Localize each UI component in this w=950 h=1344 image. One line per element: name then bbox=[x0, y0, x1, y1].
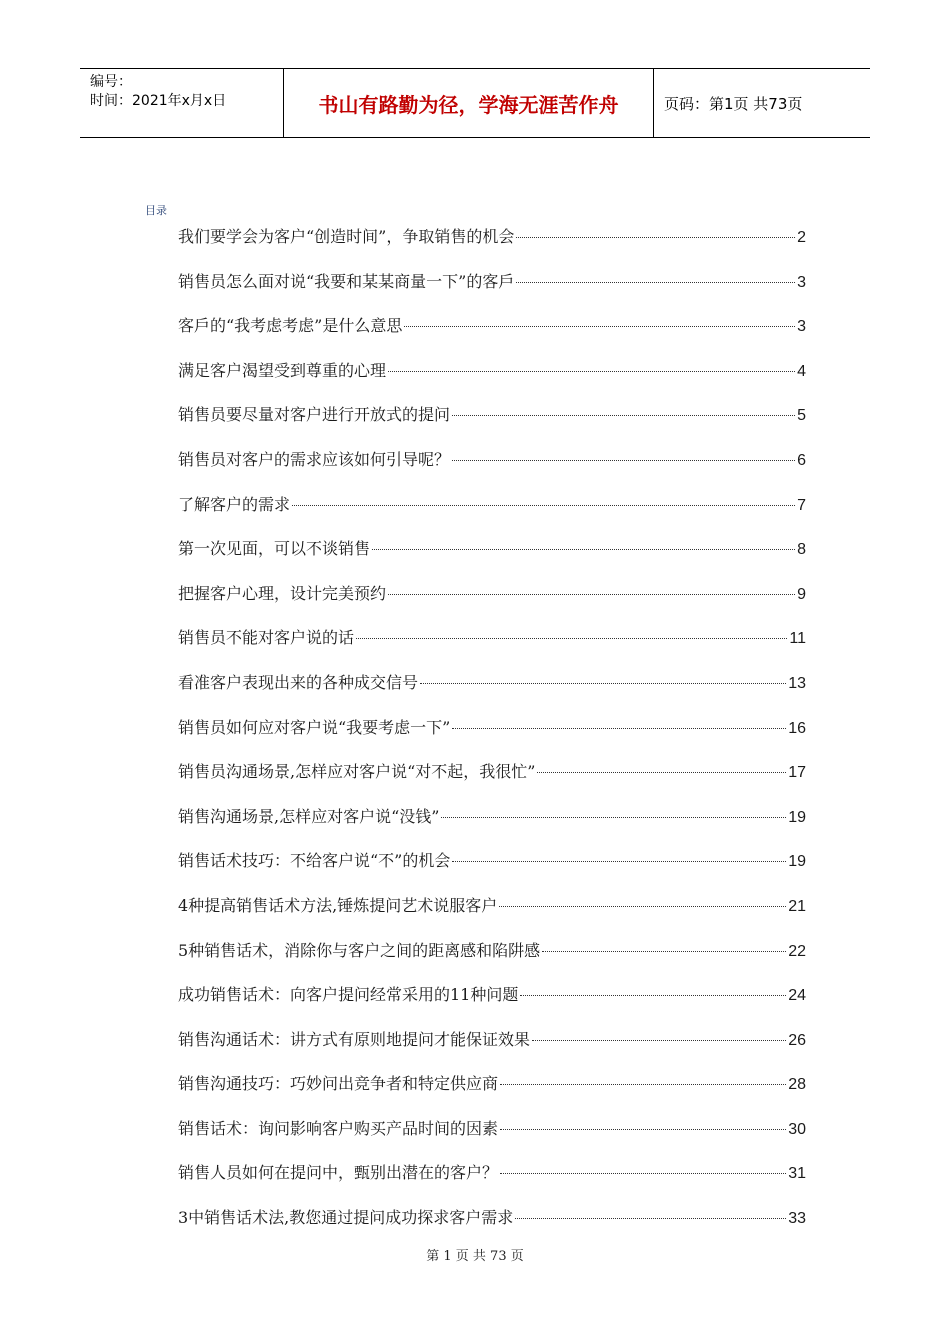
toc-dot-leader bbox=[292, 505, 795, 506]
toc-entry-page: 17 bbox=[788, 764, 806, 782]
toc-entry-page: 28 bbox=[788, 1076, 806, 1094]
toc-entry-title: 销售员要尽量对客户进行开放式的提问 bbox=[178, 405, 451, 425]
toc-dot-leader bbox=[404, 326, 795, 327]
toc-entry-title: 销售员不能对客户说的话 bbox=[178, 628, 355, 648]
toc-dot-leader bbox=[500, 1173, 786, 1174]
toc-entry[interactable] bbox=[178, 757, 806, 802]
toc-entry[interactable] bbox=[178, 891, 806, 936]
toc-entry-title: 了解客户的需求 bbox=[178, 494, 291, 514]
toc-dot-leader bbox=[516, 282, 795, 283]
toc-entry[interactable] bbox=[178, 356, 806, 401]
header-number-label: 编号： bbox=[90, 74, 132, 90]
toc-entry-page: 19 bbox=[788, 808, 806, 826]
toc-entry-title: 4种提高销售话术方法,锤炼提问艺术说服客户 bbox=[178, 895, 498, 915]
toc-dot-leader bbox=[420, 683, 786, 684]
toc-entry-page: 6 bbox=[797, 451, 806, 469]
toc-entry[interactable] bbox=[178, 1025, 806, 1070]
toc-entry[interactable] bbox=[178, 445, 806, 490]
toc-entry-title: 销售员如何应对客户说“我要考虑一下” bbox=[178, 717, 451, 737]
toc-entry-page: 7 bbox=[797, 496, 806, 514]
toc-dot-leader bbox=[516, 237, 795, 238]
toc-entry-title: 我们要学会为客户“创造时间”，争取销售的机会 bbox=[178, 227, 515, 246]
toc-dot-leader bbox=[452, 861, 786, 862]
toc-entry-title: 看准客户表现出来的各种成交信号 bbox=[178, 672, 419, 692]
toc-entry[interactable] bbox=[178, 980, 806, 1025]
toc-dot-leader bbox=[356, 638, 787, 639]
toc-entry-title: 满足客户渴望受到尊重的心理 bbox=[178, 360, 387, 380]
toc-entry-page: 11 bbox=[789, 630, 806, 648]
toc-entry-title: 第一次见面，可以不谈销售 bbox=[178, 539, 371, 559]
toc-entry-title: 销售话术：询问影响客户购买产品时间的因素 bbox=[178, 1118, 499, 1138]
toc-entry-page: 31 bbox=[788, 1165, 806, 1183]
toc-entry[interactable] bbox=[178, 579, 806, 624]
toc-entry-title: 5种销售话术，消除你与客户之间的距离感和陷阱感 bbox=[178, 940, 541, 960]
toc-dot-leader bbox=[500, 1084, 786, 1085]
toc-entry[interactable] bbox=[178, 936, 806, 981]
toc-dot-leader bbox=[372, 549, 795, 550]
toc-entry-page: 22 bbox=[788, 942, 806, 960]
header-page-info: 页码：第1页 共73页 bbox=[664, 94, 803, 113]
toc-dot-leader bbox=[388, 594, 795, 595]
toc-entry[interactable] bbox=[178, 1114, 806, 1159]
toc-entry[interactable] bbox=[178, 1203, 806, 1248]
toc-dot-leader bbox=[500, 1129, 786, 1130]
toc-dot-leader bbox=[452, 728, 786, 729]
toc-entry-page: 13 bbox=[788, 674, 806, 692]
toc-entry-title: 成功销售话术：向客户提问经常采用的11种问题 bbox=[178, 985, 519, 1005]
toc-dot-leader bbox=[515, 1218, 786, 1219]
toc-entry-page: 2 bbox=[797, 229, 806, 246]
toc-dot-leader bbox=[542, 951, 786, 952]
toc-entry-title: 销售人员如何在提问中，甄别出潜在的客户？ bbox=[178, 1163, 499, 1183]
toc-entry-title: 销售沟通场景,怎样应对客户说“没钱” bbox=[178, 806, 440, 826]
toc-entry-title: 销售话术技巧：不给客户说“不”的机会 bbox=[178, 851, 451, 871]
toc-entry-page: 21 bbox=[788, 897, 806, 915]
toc-entry[interactable] bbox=[178, 534, 806, 579]
toc-dot-leader bbox=[520, 995, 786, 996]
toc-dot-leader bbox=[452, 415, 795, 416]
toc-entry-page: 8 bbox=[797, 541, 806, 559]
toc-entry[interactable] bbox=[178, 400, 806, 445]
toc-entry[interactable] bbox=[178, 802, 806, 847]
page-header bbox=[80, 68, 870, 138]
toc-dot-leader bbox=[499, 906, 786, 907]
toc-entry-title: 销售沟通技巧：巧妙问出竞争者和特定供应商 bbox=[178, 1074, 499, 1094]
toc-entry[interactable] bbox=[178, 311, 806, 356]
toc-entry-title: 销售员对客户的需求应该如何引导呢？ bbox=[178, 449, 451, 469]
toc-entry-page: 3 bbox=[797, 318, 806, 336]
toc-dot-leader bbox=[441, 817, 786, 818]
toc-entry-page: 30 bbox=[788, 1120, 806, 1138]
toc-entry-page: 24 bbox=[788, 987, 806, 1005]
header-time-label: 时间：2021年x月x日 bbox=[90, 93, 227, 109]
toc-heading: 目录 bbox=[145, 204, 167, 217]
toc-entry-page: 33 bbox=[788, 1210, 806, 1228]
toc-entry-title: 销售员怎么面对说“我要和某某商量一下”的客戶 bbox=[178, 271, 515, 291]
toc-entry[interactable] bbox=[178, 668, 806, 713]
toc-entry-page: 26 bbox=[788, 1031, 806, 1049]
toc-entry-page: 3 bbox=[797, 273, 806, 291]
toc-entry-title: 把握客户心理，设计完美预约 bbox=[178, 583, 387, 603]
toc-entry-title: 销售员沟通场景,怎样应对客户说“对不起，我很忙” bbox=[178, 762, 536, 782]
toc-entry-page: 4 bbox=[797, 362, 806, 380]
toc-entry[interactable] bbox=[178, 713, 806, 758]
toc-dot-leader bbox=[537, 772, 786, 773]
toc-dot-leader bbox=[532, 1040, 786, 1041]
toc-entry-page: 9 bbox=[797, 585, 806, 603]
toc-entry-page: 19 bbox=[788, 853, 806, 871]
header-meta bbox=[80, 69, 284, 137]
toc-entry[interactable] bbox=[178, 1158, 806, 1203]
toc-entry-page: 16 bbox=[788, 719, 806, 737]
toc-entry[interactable] bbox=[178, 222, 806, 267]
toc-entry-title: 客戶的“我考虑考虑”是什么意思 bbox=[178, 316, 403, 336]
page-footer: 第 1 页 共 73 页 bbox=[426, 1249, 524, 1264]
toc-entry-title: 销售沟通话术：讲方式有原则地提问才能保证效果 bbox=[178, 1029, 531, 1049]
toc-entry-title: 3中销售话术法,教您通过提问成功探求客户需求 bbox=[178, 1208, 514, 1228]
toc-entry[interactable] bbox=[178, 1069, 806, 1114]
toc-entry[interactable] bbox=[178, 267, 806, 312]
toc-entry[interactable] bbox=[178, 846, 806, 891]
toc-entry-page: 5 bbox=[797, 407, 806, 425]
toc-entry[interactable] bbox=[178, 490, 806, 535]
toc-dot-leader bbox=[452, 460, 795, 461]
table-of-contents bbox=[178, 222, 806, 1248]
toc-entry[interactable] bbox=[178, 623, 806, 668]
toc-dot-leader bbox=[388, 371, 795, 372]
header-motto: 书山有路勤为径，学海无涯苦作舟 bbox=[284, 69, 654, 137]
